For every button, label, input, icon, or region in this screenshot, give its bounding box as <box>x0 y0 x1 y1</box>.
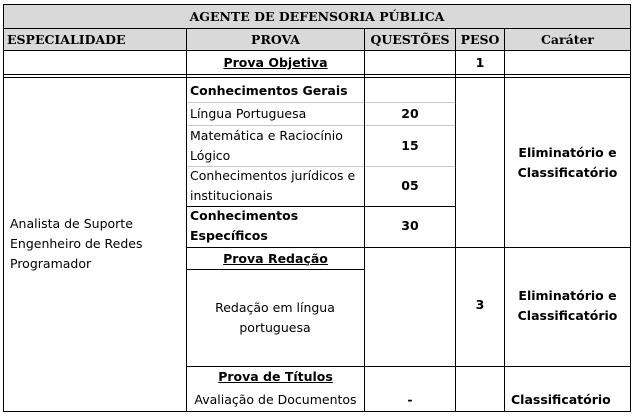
questoes-lingua-portuguesa: 20 <box>401 105 419 121</box>
rule <box>3 4 4 412</box>
header-carater: Caráter <box>505 29 630 50</box>
prova-objetiva-peso: 1 <box>475 55 485 70</box>
titulos-questoes: - <box>407 392 413 407</box>
header-prova: PROVA <box>187 29 364 50</box>
carater-redacao: Eliminatório e Classificatório <box>517 288 618 323</box>
prova-titulos-label: Prova de Títulos <box>218 369 333 384</box>
carater-titulos: Classificatório <box>511 392 611 407</box>
prova-redacao-label: Prova Redação <box>223 250 328 266</box>
rule <box>456 247 631 248</box>
row-matematica: Matemática e Raciocínio Lógico <box>190 128 343 163</box>
questoes-conhecimentos-juridicos: 05 <box>401 178 419 193</box>
carater-objetiva: Eliminatório e Classificatório <box>517 145 618 180</box>
rule <box>630 4 631 412</box>
redacao-peso: 3 <box>475 297 485 312</box>
rule <box>3 4 631 5</box>
header-questoes: QUESTÕES <box>365 29 455 50</box>
rule <box>187 125 455 126</box>
rule <box>504 28 505 412</box>
rule <box>187 102 455 103</box>
row-conhecimentos-juridicos: Conhecimentos jurídicos e institucionais <box>190 168 356 203</box>
row-conhecimentos-especificos: Conhecimentos Específicos <box>190 208 299 243</box>
rule <box>187 366 631 367</box>
rule <box>186 28 187 412</box>
rule <box>3 77 631 78</box>
rule <box>455 28 456 412</box>
header-peso: PESO <box>456 29 504 50</box>
row-lingua-portuguesa: Língua Portuguesa <box>190 105 307 121</box>
rule <box>187 269 364 270</box>
header-especialidade: ESPECIALIDADE <box>4 29 186 50</box>
rule <box>3 411 631 412</box>
questoes-conhecimentos-especificos: 30 <box>401 218 419 233</box>
rule <box>3 28 631 29</box>
rule <box>187 247 455 248</box>
table-title: AGENTE DE DEFENSORIA PÚBLICA <box>4 5 630 28</box>
questoes-matematica: 15 <box>401 138 419 153</box>
rule <box>187 206 455 207</box>
rule <box>187 166 455 167</box>
rule <box>3 74 631 75</box>
redacao-prova: Redação em língua portuguesa <box>215 300 335 335</box>
especialidade-value: Analista de Suporte Engenheiro de Redes Programador <box>10 216 143 271</box>
titulos-prova: Avaliação de Documentos <box>194 392 357 407</box>
rule <box>364 28 365 248</box>
conhecimentos-gerais-label: Conhecimentos Gerais <box>190 83 348 98</box>
rule <box>364 247 365 412</box>
rule <box>3 50 631 51</box>
prova-objetiva-label: Prova Objetiva <box>223 55 328 70</box>
